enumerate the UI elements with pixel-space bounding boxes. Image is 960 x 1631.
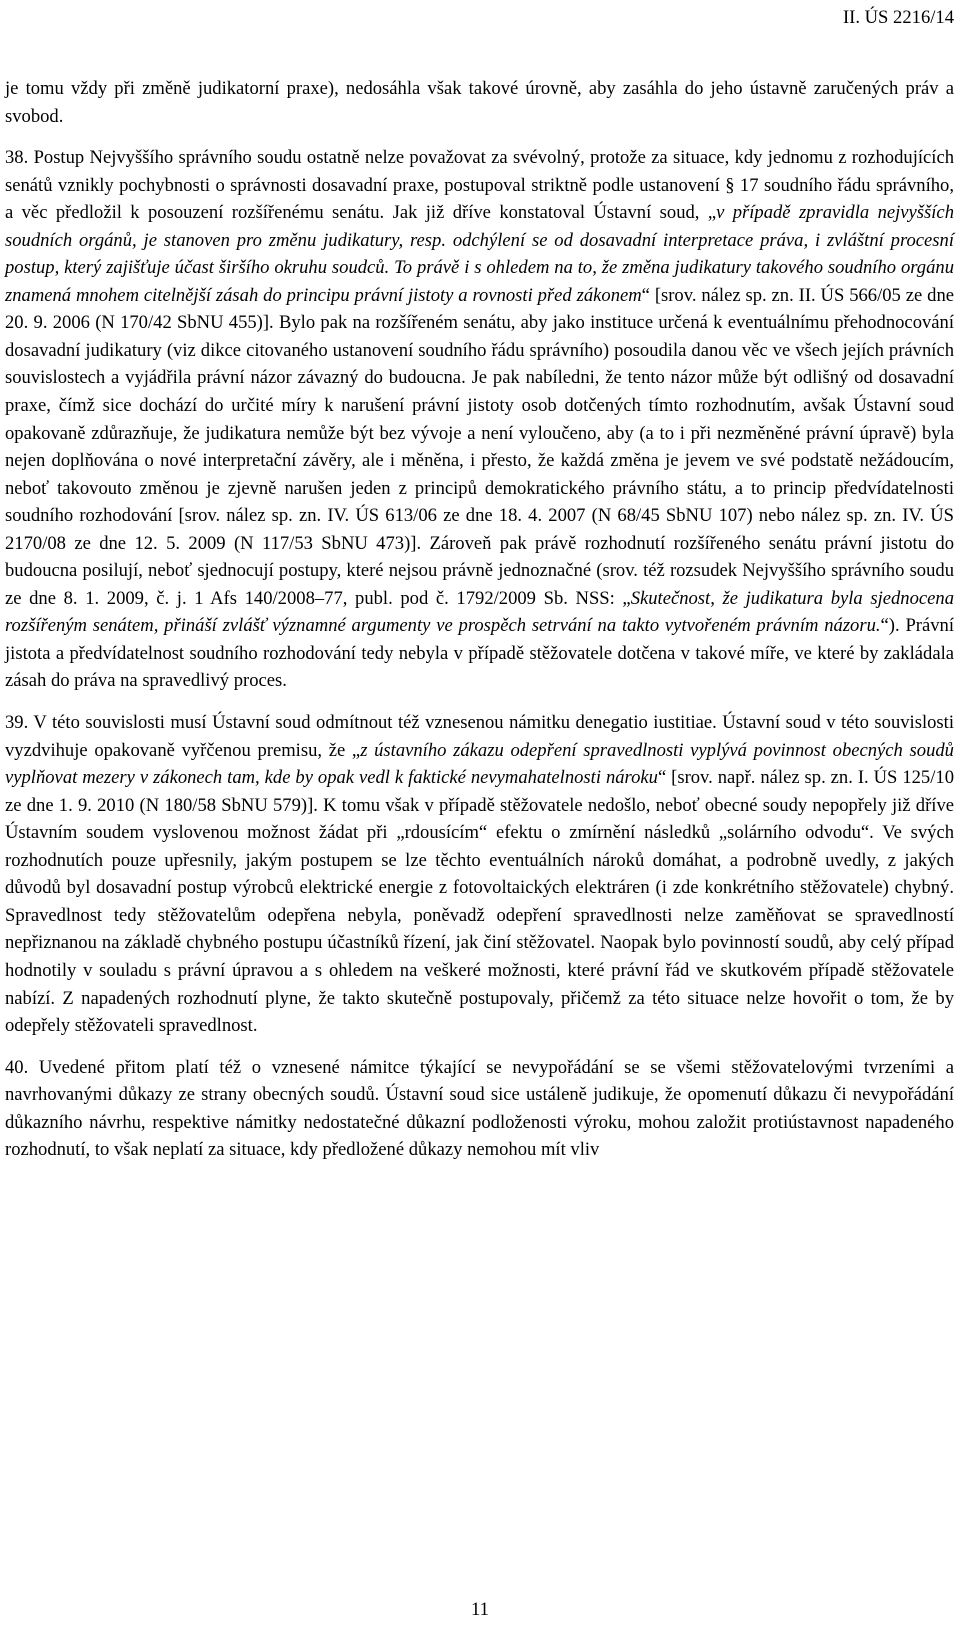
quoted-text: Skutečnost, že judikatura byla sjednocena rozšířeným senátem, přináší zvlášť významné argumenty ve prospěch setrvání na takto vytvořeném právním názoru. <box>5 587 954 637</box>
text-run: “). Právní jistota a předvídatelnost soudního rozhodování tedy nebyla v případě stěžovatele dotčena v takové míře, ve které by zakládala zásah do práva na spravedlivý proces. <box>5 615 954 692</box>
text-run: “ [srov. např. nález sp. zn. I. ÚS 125/10 ze dne 1. 9. 2010 (N 180/58 SbNU 579)]. K tomu však v případě stěžovatele nedošlo, neboť obecné soudy nepopřely již dříve Ústavním soudem vyslovenou možnost žádat při „rdousícím“ efektu o zmírnění následků „solárního odvodu“. Ve svých rozhodnutích pouze upřesnily, jakým postupem se lze těchto eventuálních nároků domáhat, a podrobně uvedly, z jakých důvodů byl dosavadní postup výrobců elektrické energie z fotovoltaických elektráren (i zde konkrétního stěžovatele) chybný. Spravedlnost tedy stěžovatelům odepřena nebyla, poněvadž odepření spravedlnosti nelze zaměňovat se spravedlností nepřiznanou na základě chybného postupu účastníků řízení, jak činí stěžovatel. Naopak bylo povinností soudů, aby celý případ hodnotily v souladu s právní úpravou a s ohledem na veškeré možnosti, které právní řád ve skutkovém případě stěžovatele nabízí. Z napadených rozhodnutí plyne, že takto skutečně postupovaly, přičemž za této situace nelze hovořit o tom, že by odepřely stěžovateli spravedlnost. <box>5 767 954 1037</box>
text-run: 39. V této souvislosti musí Ústavní soud odmítnout též vznesenou námitku denegatio iustitiae. Ústavní soud v této souvislosti vyzdvihuje opakovaně vyřčenou premisu, že „ <box>5 712 954 761</box>
case-number-header: II. ÚS 2216/14 <box>842 7 954 28</box>
text-run: “ [srov. nález sp. zn. II. ÚS 566/05 ze dne 20. 9. 2006 (N 170/42 SbNU 455)]. Bylo pak na rozšířeném senátu, aby jako instituce určená k eventuálnímu přehodnocování dosavadní judikatury (viz dikce citovaného ustanovení soudního řádu správního) posoudila danou věc ve všech jejích právních souvislostech a vyjádřila právní názor závazný do budoucna. Je pak nabíledni, že tento názor může být odlišný od dosavadní praxe, čímž sice dochází do určité míry k narušení právní jistoty osob dotčených tímto rozhodnutím, avšak Ústavní soud opakovaně zdůrazňuje, že judikatura nemůže být bez vývoje a není vyloučeno, aby (a to i při nezměněné právní úpravě) byla nejen doplňována o nové interpretační závěry, ale i měněna, i přesto, že každá změna je jevem ve své podstatě nežádoucím, neboť takovouto změnou je zjevně narušen jeden z principů demokratického právního státu, a to princip předvídatelnosti soudního rozhodování [srov. nález sp. zn. IV. ÚS 613/06 ze dne 18. 4. 2007 (N 68/45 SbNU 107) nebo nález sp. zn. IV. ÚS 2170/08 ze dne 12. 5. 2009 (N 117/53 SbNU 473)]. Zároveň pak právě rozhodnutí rozšířeného senátu právní jistotu do budoucna posilují, neboť sjednocují postupy, které nejsou právně jednoznačné (srov. též rozsudek Nejvyššího správního soudu ze dne 8. 1. 2009, č. j. 1 Afs 140/2008–77, publ. pod č. 1792/2009 Sb. NSS: „ <box>5 284 954 609</box>
text-run: je tomu vždy při změně judikatorní praxe), nedosáhla však takové úrovně, aby zasáhla do jeho ústavně zaručených práv a svobod. <box>5 78 954 127</box>
paragraph-39 <box>5 709 954 1040</box>
page-number: 11 <box>471 1599 489 1620</box>
quoted-text: v případě zpravidla nejvyšších soudních orgánů, je stanoven pro změnu judikatury, resp. odchýlení se od dosavadní interpretace práva, i zvláštní procesní postup, který zajišťuje účast širšího okruhu soudců. To právě i s ohledem na to, že změna judikatury takového soudního orgánu znamená mnohem citelnější zásah do principu právní jistoty a rovnosti před zákonem <box>5 202 954 306</box>
text-run: 40. Uvedené přitom platí též o vznesené námitce týkající se nevypořádání se se všemi stěžovatelovými tvrzeními a navrhovanými důkazy ze strany obecných soudů. Ústavní soud sice ustáleně judikuje, že opomenutí důkazu či nevypořádání důkazního návrhu, respektive námitky nedostatečné důkazní podloženosti výroku, mohou založit protiústavnost napadeného rozhodnutí, to však neplatí za situace, kdy předložené důkazy nemohou mít vliv <box>5 1056 954 1161</box>
paragraph-38 <box>5 144 954 695</box>
paragraph-continuation <box>5 75 954 130</box>
document-body <box>5 75 954 1164</box>
paragraph-40 <box>5 1054 954 1164</box>
quoted-text: z ústavního zákazu odepření spravedlnosti vyplývá povinnost obecných soudů vyplňovat mezery v zákonech tam, kde by opak vedl k faktické nevymahatelnosti nároku <box>5 739 954 789</box>
text-run: 38. Postup Nejvyššího správního soudu ostatně nelze považovat za svévolný, protože za situace, kdy jednomu z rozhodujících senátů vznikly pochybnosti o správnosti dosavadní praxe, postupoval striktně podle ustanovení § 17 soudního řádu správního, a věc předložil k posouzení rozšířenému senátu. Jak již dříve konstatoval Ústavní soud, „ <box>5 147 954 224</box>
